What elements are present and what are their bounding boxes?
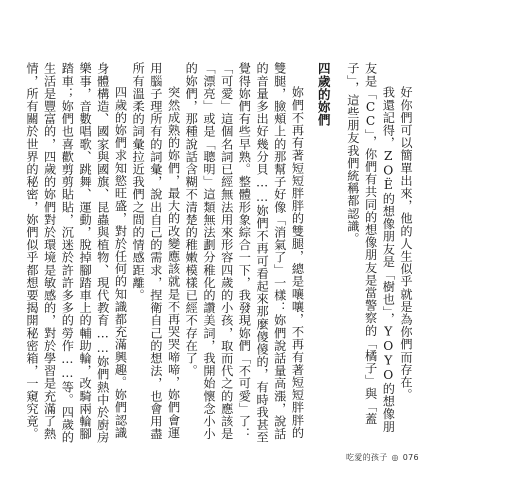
paragraph: 妳們不再有著短短胖胖的雙腿，總是嚷嚷，不再有著短短胖胖的雙腿，臉頰上的那幫子好像「消氣了」一樣：妳們說話量高漲，說話的音量多出好幾分貝……妳們不再可看起來那麼傻傻的，有時我甚至覺得妳們有些早熟。整體形象綜合一下，我發現妳們「不可愛」了：「可愛」這個名詞已經無法用來形容四歲的小孩，取而代之的應該是「漂亮」或是「聰明」這類無法劃分稚化的讚美詞，我開始懷念小小的妳們，那種說話含糊不清楚的稚嫩模樣已經不存在了。 [184, 62, 305, 444]
page-footer [346, 452, 419, 463]
footer-separator: ◎ [391, 453, 399, 462]
section-heading: 四歲的妳們 [316, 62, 332, 127]
paragraph: 突然成熟的妳們，最大的改變應該就是不再哭哭啼啼，妳們會運用腦子理所有的詞彙，說出自己的需求，捏衛自己的想法，也會用盡所有溫柔的詞彙拉近我們之間的情感距離。 [131, 62, 181, 440]
paragraph: 我還記得，ZOË的想像朋友是「樹也」，YOYO的想像朋友是「CC」，你們有共同的想像朋友是當警察的「橘子」與「蓋子」，這些朋友我們統稱都認識。 [345, 62, 396, 434]
paragraph: 好你們可以簡單出來，他的人生似乎就是為你們而存在。 [399, 86, 413, 402]
page-number: 076 [402, 453, 419, 462]
vertical-text-block [24, 62, 414, 444]
book-title: 吃愛的孩子 [346, 453, 388, 462]
paragraph-gap [335, 62, 343, 444]
paragraph: 四歲的妳們求知慾旺盛，對於任何的知識都充滿興趣。妳們認識身體構造、國家與國旗、昆蟲與植物、現代教育……妳們熱中於廚房樂事，音數唱歌、跳舞、運動，脫掉腳踏車上的輔助輪，改騎兩輪腳踏車；妳們也喜歡剪剪貼貼，沉迷於許許多多的勞作……等。四歲的生活是豐富的，四歲的妳們對於環境是敏感的，對於學習是充滿了熱情，所有關於世界的秘密，妳們似乎都想要揭開秘密箱，一窺究竟。 [24, 62, 128, 444]
